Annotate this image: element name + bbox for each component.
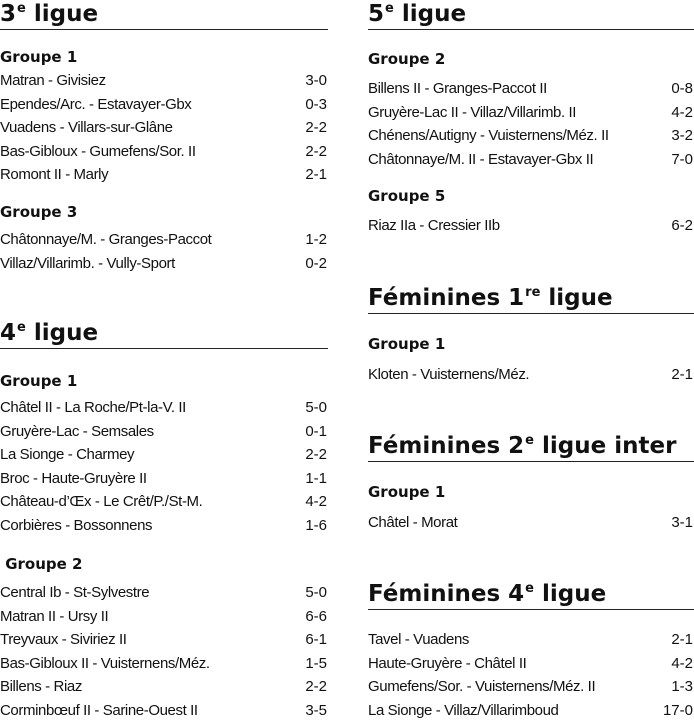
match-score: 3-1 bbox=[671, 514, 693, 531]
match-teams: Châtonnaye/M. II - Estavayer-Gbx II bbox=[368, 150, 594, 168]
match-teams: Gruyère-Lac - Semsales bbox=[0, 422, 154, 440]
match-score: 1-5 bbox=[305, 654, 327, 672]
match-teams: Ependes/Arc. - Estavayer-Gbx bbox=[0, 95, 192, 113]
match-row bbox=[368, 675, 694, 699]
fem-2-section bbox=[368, 432, 694, 462]
match-teams: Châtel - Morat bbox=[368, 514, 458, 531]
group-title: Groupe 5 bbox=[368, 187, 446, 205]
group-title: Groupe 1 bbox=[368, 483, 446, 501]
match-teams: Billens II - Granges-Paccot II bbox=[368, 80, 547, 97]
match-score: 5-0 bbox=[305, 399, 327, 416]
match-row bbox=[368, 77, 694, 101]
league-3-group-3-matches bbox=[0, 228, 328, 275]
match-teams: Châtonnaye/M. - Granges-Paccot bbox=[0, 231, 212, 248]
match-score: 3-0 bbox=[305, 72, 327, 89]
match-row bbox=[0, 581, 328, 605]
match-score: 1-2 bbox=[305, 231, 327, 248]
match-row bbox=[0, 514, 328, 538]
group-title: Groupe 3 bbox=[0, 203, 78, 221]
league-5-group-2-matches bbox=[368, 77, 694, 171]
match-row bbox=[368, 363, 694, 387]
match-row bbox=[368, 628, 694, 652]
match-row bbox=[0, 228, 328, 252]
match-teams: Riaz IIa - Cressier IIb bbox=[368, 217, 500, 234]
match-row bbox=[368, 214, 694, 238]
fem-1-group-1 bbox=[368, 334, 694, 354]
fem-2-group-1 bbox=[368, 482, 694, 502]
match-row bbox=[0, 140, 328, 164]
match-row bbox=[368, 124, 694, 148]
match-row bbox=[0, 699, 328, 722]
match-score: 2-2 bbox=[305, 446, 327, 463]
league-4-section bbox=[0, 319, 328, 349]
league-3-group-1-matches bbox=[0, 69, 328, 187]
match-teams: Corminbœuf II - Sarine-Ouest II bbox=[0, 701, 198, 719]
league-5-group-5 bbox=[368, 186, 694, 206]
match-teams: Kloten - Vuisternens/Méz. bbox=[368, 366, 530, 383]
match-teams: Broc - Haute-Gruyère II bbox=[0, 469, 147, 487]
match-teams: La Sionge - Villaz/Villarimboud bbox=[368, 701, 559, 719]
match-score: 3-2 bbox=[671, 127, 693, 144]
match-row bbox=[368, 699, 694, 722]
match-teams: Matran - Givisiez bbox=[0, 72, 106, 89]
league-4-group-2-matches bbox=[0, 581, 328, 722]
league-4-group-1-matches bbox=[0, 396, 328, 537]
match-score: 2-2 bbox=[305, 678, 327, 695]
match-row bbox=[368, 652, 694, 676]
match-row bbox=[0, 605, 328, 629]
match-row bbox=[0, 163, 328, 187]
fem-1-section bbox=[368, 284, 694, 314]
match-teams: Corbières - Bossonnens bbox=[0, 516, 153, 534]
match-score: 7-0 bbox=[671, 150, 693, 168]
fem-4-section bbox=[368, 580, 694, 610]
match-row bbox=[0, 93, 328, 117]
match-row bbox=[0, 252, 328, 276]
match-teams: La Sionge - Charmey bbox=[0, 446, 135, 463]
group-title: Groupe 2 bbox=[368, 50, 446, 68]
match-score: 6-2 bbox=[671, 217, 693, 234]
league-4-group-2 bbox=[0, 554, 328, 574]
match-row bbox=[0, 652, 328, 676]
fem-1-matches bbox=[368, 363, 694, 387]
match-teams: Gruyère-Lac II - Villaz/Villarimb. II bbox=[368, 103, 577, 121]
group-title: Groupe 1 bbox=[0, 48, 78, 66]
league-4-group-1 bbox=[0, 371, 328, 391]
match-score: 2-1 bbox=[671, 631, 693, 648]
match-teams: Central Ib - St-Sylvestre bbox=[0, 584, 150, 601]
match-score: 6-1 bbox=[305, 631, 327, 648]
match-row bbox=[0, 396, 328, 420]
match-row bbox=[0, 628, 328, 652]
league-5-group-5-matches bbox=[368, 214, 694, 238]
match-row bbox=[0, 467, 328, 491]
match-score: 0-8 bbox=[671, 80, 693, 97]
league-5-group-2 bbox=[368, 49, 694, 69]
fem-1-title: Féminines 1re ligue bbox=[368, 284, 694, 314]
match-score: 2-2 bbox=[305, 119, 327, 136]
match-teams: Chénens/Autigny - Vuisternens/Méz. II bbox=[368, 127, 609, 144]
match-row bbox=[368, 148, 694, 172]
group-title: Groupe 2 bbox=[0, 555, 83, 573]
match-row bbox=[0, 116, 328, 140]
league-5-section bbox=[368, 0, 694, 30]
group-title: Groupe 1 bbox=[0, 372, 78, 390]
match-teams: Haute-Gruyère - Châtel II bbox=[368, 654, 527, 672]
match-score: 17-0 bbox=[662, 701, 693, 719]
match-score: 1-3 bbox=[671, 678, 693, 695]
match-row bbox=[0, 69, 328, 93]
match-row bbox=[368, 511, 694, 535]
match-row bbox=[368, 101, 694, 125]
match-score: 4-2 bbox=[671, 654, 693, 672]
fem-4-matches bbox=[368, 628, 694, 722]
match-score: 2-2 bbox=[305, 142, 327, 160]
match-teams: Villaz/Villarimb. - Vully-Sport bbox=[0, 254, 175, 272]
match-teams: Vuadens - Villars-sur-Glâne bbox=[0, 119, 173, 136]
match-score: 2-1 bbox=[671, 366, 693, 383]
match-teams: Matran II - Ursy II bbox=[0, 607, 109, 625]
fem-2-matches bbox=[368, 511, 694, 535]
match-teams: Bas-Gibloux II - Vuisternens/Méz. bbox=[0, 654, 210, 672]
match-score: 0-3 bbox=[305, 95, 327, 113]
match-score: 1-1 bbox=[305, 469, 327, 487]
league-3-group-1 bbox=[0, 47, 328, 67]
match-row bbox=[0, 443, 328, 467]
match-score: 0-1 bbox=[305, 422, 327, 440]
match-teams: Tavel - Vuadens bbox=[368, 631, 470, 648]
match-score: 1-6 bbox=[305, 516, 327, 534]
match-teams: Châtel II - La Roche/Pt-la-V. II bbox=[0, 399, 186, 416]
match-teams: Treyvaux - Siviriez II bbox=[0, 631, 127, 648]
league-3-group-3 bbox=[0, 202, 328, 222]
match-score: 4-2 bbox=[671, 103, 693, 121]
group-title: Groupe 1 bbox=[368, 335, 446, 353]
league-3-section bbox=[0, 0, 328, 30]
match-score: 6-6 bbox=[305, 607, 327, 625]
match-teams: Bas-Gibloux - Gumefens/Sor. II bbox=[0, 142, 196, 160]
match-score: 5-0 bbox=[305, 584, 327, 601]
match-teams: Gumefens/Sor. - Vuisternens/Méz. II bbox=[368, 678, 596, 695]
match-teams: Château-d’Œx - Le Crêt/P./St-M. bbox=[0, 493, 203, 510]
match-teams: Romont II - Marly bbox=[0, 166, 109, 183]
league-4-title: 4e ligue bbox=[0, 319, 328, 349]
league-5-title: 5e ligue bbox=[368, 0, 694, 30]
match-score: 3-5 bbox=[305, 701, 327, 719]
match-row bbox=[0, 490, 328, 514]
match-score: 0-2 bbox=[305, 254, 327, 272]
fem-4-title: Féminines 4e ligue bbox=[368, 580, 694, 610]
match-score: 2-1 bbox=[305, 166, 327, 183]
match-score: 4-2 bbox=[305, 493, 327, 510]
league-3-title: 3e ligue bbox=[0, 0, 328, 30]
fem-2-title: Féminines 2e ligue inter bbox=[368, 432, 694, 462]
match-teams: Billens - Riaz bbox=[0, 678, 82, 695]
match-row bbox=[0, 420, 328, 444]
match-row bbox=[0, 675, 328, 699]
